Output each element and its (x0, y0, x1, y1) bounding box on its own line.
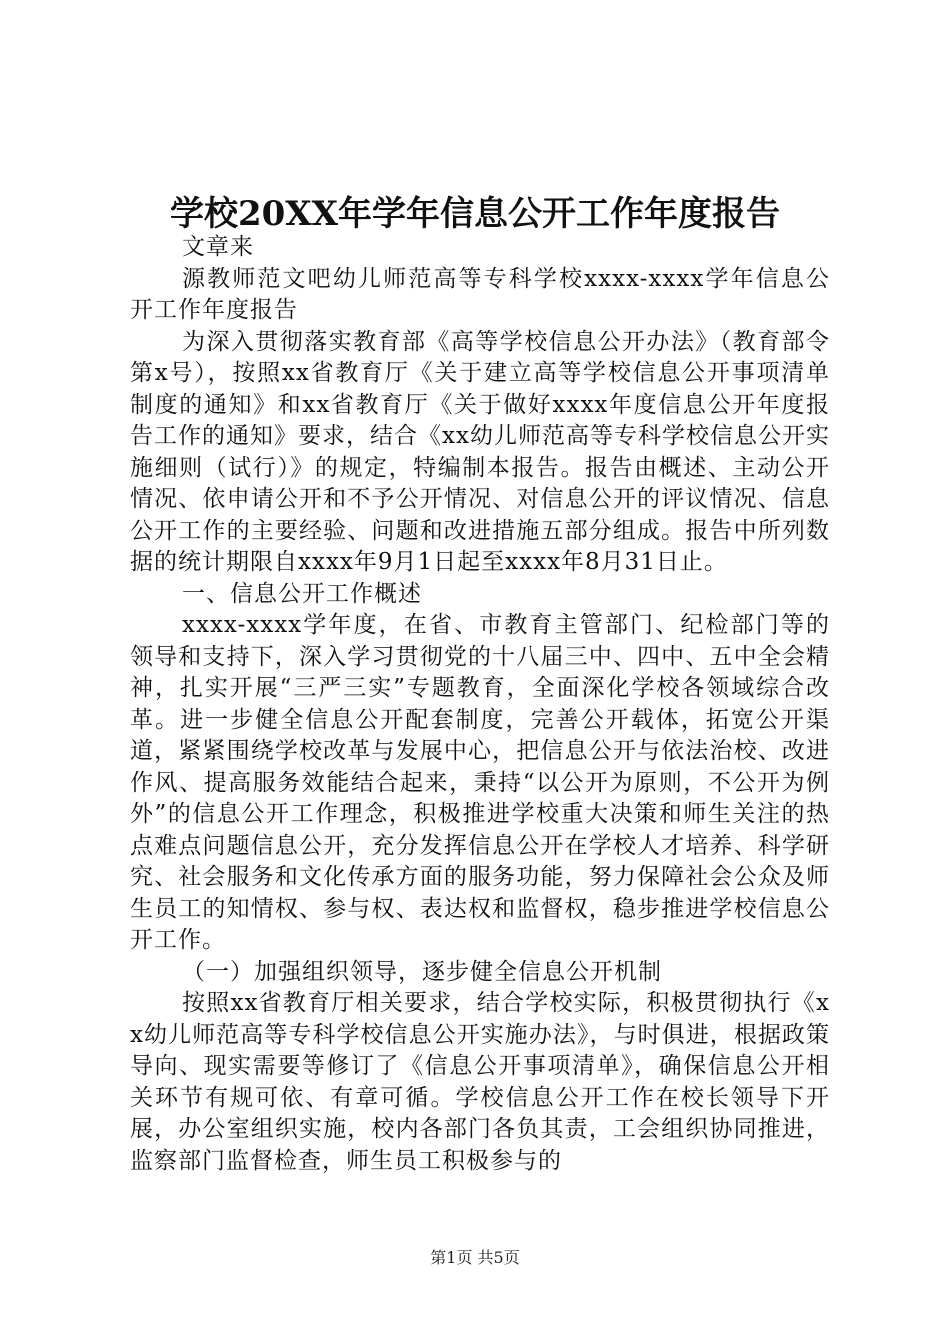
paragraph-overview: xxxx-xxxx学年度，在省、市教育主管部门、纪检部门等的领导和支持下，深入学习贯彻党的十八届三中、四中、五中全会精神，扎实开展“三严三实”专题教育，全面深化学校各领域综合改革。进一步健全信息公开配套制度，完善公开载体，拓宽公开渠道，紧紧围绕学校改革与发展中心，把信息公开与依法治校、改进作风、提高服务效能结合起来，秉持“以公开为原则，不公开为例外”的信息公开工作理念，积极推进学校重大决策和师生关注的热点难点问题信息公开，充分发挥信息公开在学校人才培养、科学研究、社会服务和文化传承方面的服务功能，努力保障社会公众及师生员工的知情权、参与权、表达权和监督权，稳步推进学校信息公开工作。 (130, 612, 830, 953)
paragraph-source-line-1: 文章来 (182, 234, 254, 260)
paragraph-introduction: 为深入贯彻落实教育部《高等学校信息公开办法》（教育部令第x号），按照xx省教育厅《关于建立高等学校信息公开事项清单制度的通知》和xx省教育厅《关于做好xxxx年度信息公开年度报告工作的通知》要求，结合《xx幼儿师范高等专科学校信息公开实施细则（试行）》的规定，特编制本报告。报告由概述、主动公开情况、依申请公开和不予公开情况、对信息公开的评议情况、信息公开工作的主要经验、问题和改进措施五部分组成。报告中所列数据的统计期限自xxxx年9月1日起至xxxx年8月31日止。 (130, 328, 830, 575)
paragraph-source-line-2: 源教师范文吧幼儿师范高等专科学校xxxx-xxxx学年信息公开工作年度报告 (130, 265, 830, 323)
paragraph-organization: 按照xx省教育厅相关要求，结合学校实际，积极贯彻执行《xx幼儿师范高等专科学校信息公开实施办法》，与时俱进，根据政策导向、现实需要等修订了《信息公开事项清单》，确保信息公开相关环节有规可依、有章可循。学校信息公开工作在校长领导下开展，办公室组织实施，校内各部门各负其责，工会组织协同推进，监察部门监督检查，师生员工积极参与的 (130, 990, 830, 1174)
subsection-heading-organization: （一）加强组织领导，逐步健全信息公开机制 (182, 958, 662, 985)
document-body (130, 232, 830, 1177)
document-title: 学校20XX年学年信息公开工作年度报告 (169, 194, 781, 234)
page-footer: 第1页 共5页 (430, 1248, 520, 1267)
section-heading-overview: 一、信息公开工作概述 (182, 580, 422, 607)
